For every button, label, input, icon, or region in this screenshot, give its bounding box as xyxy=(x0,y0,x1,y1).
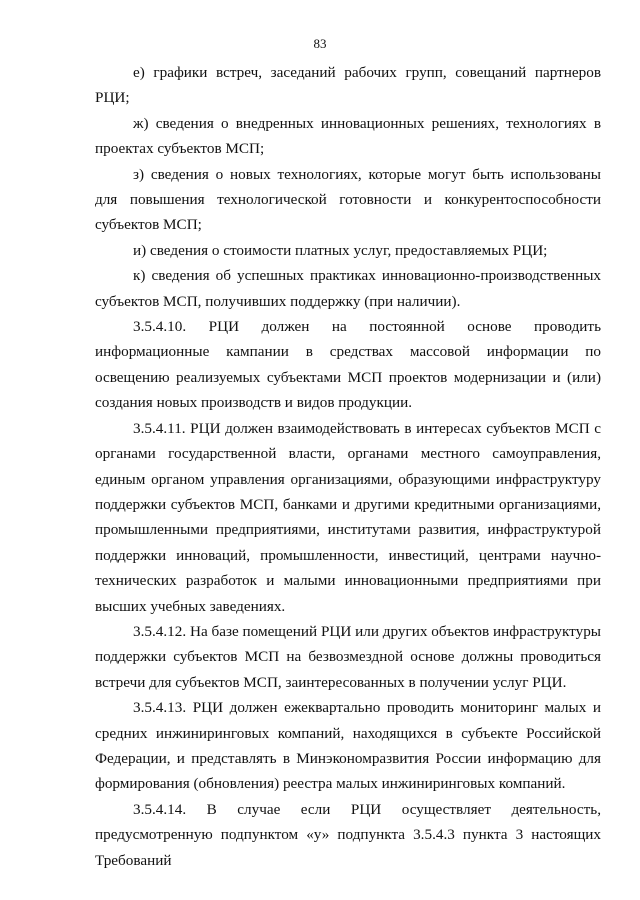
list-item-z: з) сведения о новых технологиях, которые могут быть использованы для повышения технологической готовности и конкурентоспособности субъектов МСП; xyxy=(95,165,601,234)
clause-3-5-4-10: 3.5.4.10. РЦИ должен на постоянной основе проводить информационные кампании в средствах массовой информации по освещению реализуемых субъектами МСП проектов модернизации и (или) создания новых производств и видов продукции. xyxy=(95,318,601,412)
clause-3-5-4-14: 3.5.4.14. В случае если РЦИ осуществляет деятельность, предусмотренную подпунктом «у» подпункта 3.5.4.3 пункта 3 настоящих Требований xyxy=(95,800,601,869)
clause-3-5-4-11: 3.5.4.11. РЦИ должен взаимодействовать в интересах субъектов МСП с органами государственной власти, органами местного самоуправления, единым органом управления организациями, образующими инфраструктуру поддержки субъектов МСП, банками и другими кредитными организациями, промышленными предприятиями, институтами развития, инфраструктурой поддержки инноваций, промышленности, инвестиций, центрами научно-технических разработок и малыми инновационными предприятиями при высших учебных заведениях. xyxy=(95,419,601,615)
list-item-k: к) сведения об успешных практиках инновационно-производственных субъектов МСП, получивших поддержку (при наличии). xyxy=(95,267,601,310)
list-item-zh: ж) сведения о внедренных инновационных решениях, технологиях в проектах субъектов МСП; xyxy=(95,114,601,158)
list-item-e: е) графики встреч, заседаний рабочих групп, совещаний партнеров РЦИ; xyxy=(95,64,601,107)
clause-3-5-4-13: 3.5.4.13. РЦИ должен ежеквартально проводить мониторинг малых и средних инжиниринговых компаний, находящихся в субъекте Российской Федерации, и представлять в Минэкономразвития России информацию для формирования (обновления) реестра малых инжиниринговых компаний. xyxy=(95,699,601,793)
page-number: 83 xyxy=(313,36,327,51)
list-item-i: и) сведения о стоимости платных услуг, предоставляемых РЦИ; xyxy=(133,241,548,259)
clause-3-5-4-12: 3.5.4.12. На базе помещений РЦИ или других объектов инфраструктуры поддержки субъектов МСП на безвозмездной основе должны проводиться встречи для субъектов МСП, заинтересованных в получении услуг РЦИ. xyxy=(95,622,601,691)
document-body xyxy=(95,60,601,873)
